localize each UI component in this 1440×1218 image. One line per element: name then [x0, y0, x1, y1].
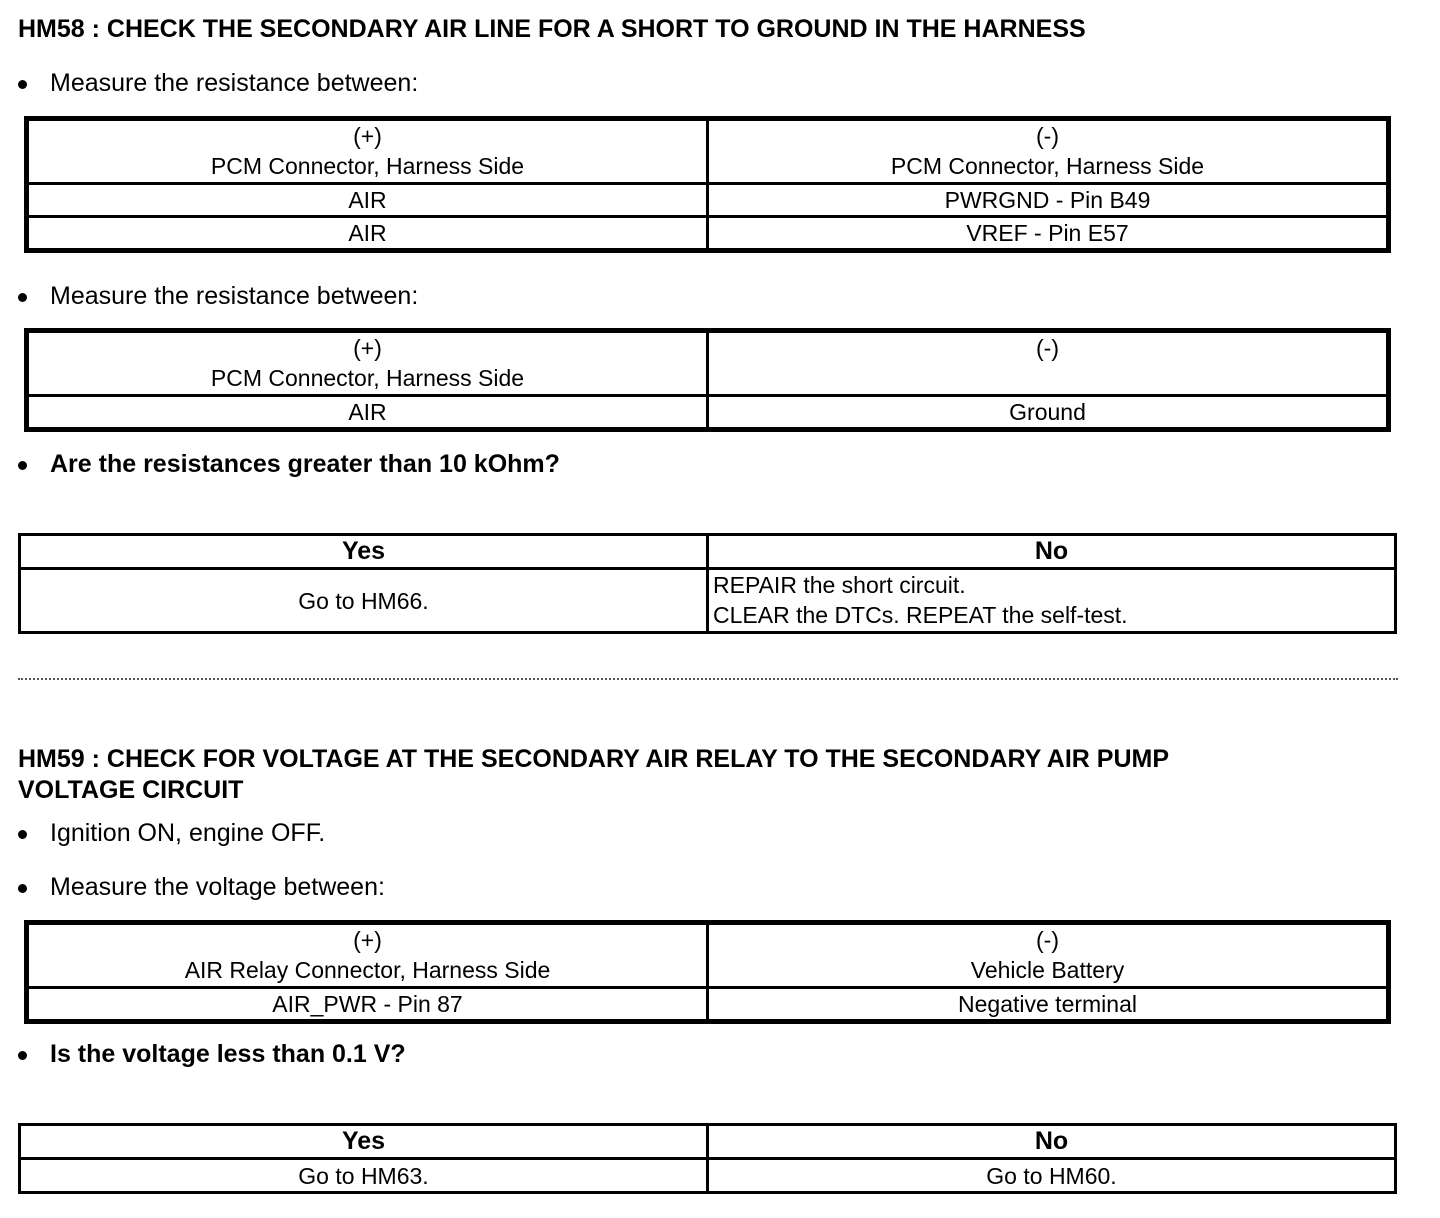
table-row	[28, 396, 1388, 429]
hm58-resistance-table-2	[26, 330, 1389, 430]
decision-yes-header: Yes	[20, 1125, 708, 1159]
header-minus	[708, 120, 1388, 184]
hm59-decision-table	[18, 1123, 1397, 1194]
header-minus	[708, 332, 1388, 396]
decision-yes-header: Yes	[20, 535, 708, 569]
header-minus	[708, 924, 1388, 988]
hm58-title: HM58 : CHECK THE SECONDARY AIR LINE FOR A SHORT TO GROUND IN THE HARNESS	[18, 15, 1086, 43]
decision-no-header: No	[708, 535, 1396, 569]
decision-header-row	[20, 1125, 1396, 1159]
decision-no-header: No	[708, 1125, 1396, 1159]
hm58-bullet-measure-2	[18, 281, 618, 311]
cell-plus: AIR	[28, 396, 708, 429]
table-row	[28, 184, 1388, 217]
decision-yes-action: Go to HM66.	[20, 569, 708, 633]
cell-plus: AIR_PWR - Pin 87	[28, 988, 708, 1021]
question-text: Are the resistances greater than 10 kOhm?	[50, 450, 560, 478]
hm58-bullet-measure-1	[18, 68, 618, 98]
hm58-question	[18, 449, 818, 479]
table-row	[28, 988, 1388, 1021]
header-minus-sign: (-)	[1036, 123, 1059, 149]
header-plus	[28, 924, 708, 988]
decision-no-action	[708, 569, 1396, 633]
decision-row	[20, 569, 1396, 633]
hm59-bullet-measure	[18, 872, 618, 902]
header-minus-desc: PCM Connector, Harness Side	[890, 153, 1205, 179]
bullet-text: Ignition ON, engine OFF.	[50, 819, 326, 847]
header-minus-sign: (-)	[1036, 927, 1059, 953]
table-row	[28, 217, 1388, 250]
hm58-resistance-table-1	[26, 118, 1389, 251]
decision-yes-action: Go to HM63.	[20, 1159, 708, 1193]
bullet-text: Measure the voltage between:	[50, 873, 385, 901]
cell-minus: Negative terminal	[708, 988, 1388, 1021]
table-header-row	[28, 120, 1388, 184]
table-header-row	[28, 924, 1388, 988]
cell-minus: PWRGND - Pin B49	[708, 184, 1388, 217]
header-plus-desc: PCM Connector, Harness Side	[210, 365, 525, 391]
bullet-text: Measure the resistance between:	[50, 282, 419, 310]
header-plus	[28, 120, 708, 184]
header-plus-desc: AIR Relay Connector, Harness Side	[184, 957, 551, 983]
decision-no-line-2: CLEAR the DTCs. REPEAT the self-test.	[713, 602, 1128, 628]
hm58-decision-table	[18, 533, 1397, 634]
header-plus-sign: (+)	[353, 123, 382, 149]
hm59-voltage-table	[26, 922, 1389, 1022]
decision-row	[20, 1159, 1396, 1193]
bullet-dot-icon	[18, 830, 27, 839]
bullet-dot-icon	[18, 80, 27, 89]
decision-no-action: Go to HM60.	[708, 1159, 1396, 1193]
section-divider	[18, 678, 1398, 680]
header-plus-desc: PCM Connector, Harness Side	[210, 153, 525, 179]
header-plus-sign: (+)	[353, 335, 382, 361]
hm59-question	[18, 1039, 818, 1069]
hm59-title-line-2: VOLTAGE CIRCUIT	[18, 776, 244, 804]
cell-plus: AIR	[28, 184, 708, 217]
cell-minus: VREF - Pin E57	[708, 217, 1388, 250]
decision-header-row	[20, 535, 1396, 569]
bullet-dot-icon	[18, 461, 27, 470]
header-minus-sign: (-)	[1036, 335, 1059, 361]
decision-no-line-1: REPAIR the short circuit.	[713, 572, 966, 598]
cell-plus: AIR	[28, 217, 708, 250]
cell-minus: Ground	[708, 396, 1388, 429]
table-header-row	[28, 332, 1388, 396]
bullet-text: Measure the resistance between:	[50, 69, 419, 97]
header-minus-desc: Vehicle Battery	[970, 957, 1125, 983]
bullet-dot-icon	[18, 884, 27, 893]
header-plus	[28, 332, 708, 396]
bullet-dot-icon	[18, 1051, 27, 1060]
hm59-title	[18, 744, 1169, 806]
question-text: Is the voltage less than 0.1 V?	[50, 1040, 406, 1068]
header-plus-sign: (+)	[353, 927, 382, 953]
hm59-title-line-1: HM59 : CHECK FOR VOLTAGE AT THE SECONDARY AIR RELAY TO THE SECONDARY AIR PUMP	[18, 745, 1170, 773]
bullet-dot-icon	[18, 293, 27, 302]
hm59-bullet-ignition	[18, 818, 618, 848]
